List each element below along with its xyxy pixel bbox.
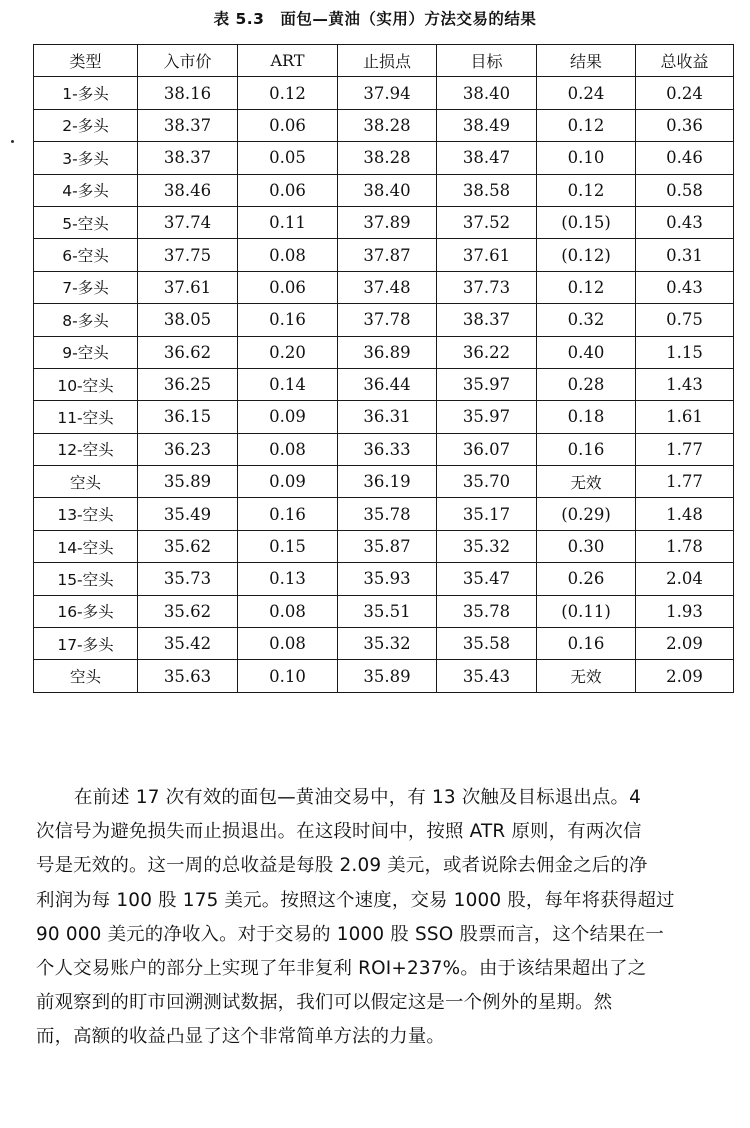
cell-entry-price: 37.75	[138, 239, 238, 271]
cell-art: 0.09	[238, 401, 338, 433]
cell-type: 5-空头	[34, 206, 138, 238]
cell-art: 0.08	[238, 595, 338, 627]
cell-stop-loss: 37.94	[338, 77, 437, 109]
cell-total-gain: 0.75	[636, 304, 734, 336]
cell-result: 0.18	[537, 401, 636, 433]
cell-target: 36.22	[437, 336, 537, 368]
table-row	[34, 304, 734, 336]
paragraph-line: 号是无效的。这一周的总收益是每股 2.09 美元，或者说除去佣金之后的净	[36, 855, 648, 877]
cell-stop-loss: 38.40	[338, 174, 437, 206]
cell-type: 13-空头	[34, 498, 138, 530]
cell-art: 0.08	[238, 239, 338, 271]
paragraph-line: 在前述 17 次有效的面包—黄油交易中，有 13 次触及目标退出点。4	[74, 787, 642, 808]
table-row	[34, 271, 734, 303]
table-row	[34, 498, 734, 530]
cell-result: 0.40	[537, 336, 636, 368]
cell-type: 9-空头	[34, 336, 138, 368]
cell-art: 0.12	[238, 77, 338, 109]
cell-entry-price: 35.49	[138, 498, 238, 530]
paragraph-line: 前观察到的盯市回溯测试数据，我们可以假定这是一个例外的星期。然	[36, 992, 613, 1014]
cell-target: 35.17	[437, 498, 537, 530]
cell-total-gain: 0.36	[636, 109, 734, 141]
cell-stop-loss: 36.19	[338, 466, 437, 498]
cell-art: 0.16	[238, 304, 338, 336]
cell-stop-loss: 36.31	[338, 401, 437, 433]
cell-art: 0.11	[238, 206, 338, 238]
table-row	[34, 563, 734, 595]
table-row	[34, 368, 734, 400]
cell-entry-price: 38.16	[138, 77, 238, 109]
cell-result: 0.16	[537, 433, 636, 465]
cell-target: 36.07	[437, 433, 537, 465]
cell-result: (0.11)	[537, 595, 636, 627]
table-row	[34, 628, 734, 660]
cell-entry-price: 37.61	[138, 271, 238, 303]
table-caption: 表 5.3 面包—黄油（实用）方法交易的结果	[213, 10, 537, 28]
cell-entry-price: 38.37	[138, 142, 238, 174]
cell-total-gain: 0.46	[636, 142, 734, 174]
cell-total-gain: 1.78	[636, 530, 734, 562]
column-header-result: 结果	[537, 45, 636, 77]
cell-entry-price: 35.73	[138, 563, 238, 595]
table-row	[34, 595, 734, 627]
table-row	[34, 77, 734, 109]
cell-art: 0.06	[238, 174, 338, 206]
cell-result: 0.24	[537, 77, 636, 109]
cell-target: 38.49	[437, 109, 537, 141]
column-header-target: 目标	[437, 45, 537, 77]
cell-result: 0.32	[537, 304, 636, 336]
cell-type: 16-多头	[34, 595, 138, 627]
cell-stop-loss: 35.32	[338, 628, 437, 660]
cell-target: 35.32	[437, 530, 537, 562]
cell-result: 0.26	[537, 563, 636, 595]
cell-stop-loss: 35.89	[338, 660, 437, 692]
cell-stop-loss: 37.87	[338, 239, 437, 271]
cell-result: 无效	[537, 660, 636, 692]
cell-total-gain: 1.61	[636, 401, 734, 433]
cell-stop-loss: 38.28	[338, 142, 437, 174]
table-row	[34, 530, 734, 562]
cell-type: 空头	[34, 466, 138, 498]
cell-type: 14-空头	[34, 530, 138, 562]
cell-type: 12-空头	[34, 433, 138, 465]
cell-total-gain: 2.09	[636, 628, 734, 660]
cell-art: 0.13	[238, 563, 338, 595]
cell-entry-price: 35.42	[138, 628, 238, 660]
cell-type: 6-空头	[34, 239, 138, 271]
cell-entry-price: 35.89	[138, 466, 238, 498]
table-row	[34, 142, 734, 174]
cell-total-gain: 1.15	[636, 336, 734, 368]
table-body	[34, 77, 734, 692]
cell-entry-price: 35.63	[138, 660, 238, 692]
table-row	[34, 239, 734, 271]
cell-art: 0.15	[238, 530, 338, 562]
cell-target: 35.43	[437, 660, 537, 692]
cell-entry-price: 38.05	[138, 304, 238, 336]
cell-stop-loss: 37.48	[338, 271, 437, 303]
table-row	[34, 433, 734, 465]
cell-target: 38.47	[437, 142, 537, 174]
cell-entry-price: 35.62	[138, 595, 238, 627]
cell-target: 37.73	[437, 271, 537, 303]
cell-total-gain: 0.43	[636, 271, 734, 303]
cell-result: (0.12)	[537, 239, 636, 271]
cell-target: 38.58	[437, 174, 537, 206]
cell-result: 0.28	[537, 368, 636, 400]
cell-target: 35.78	[437, 595, 537, 627]
results-table	[33, 44, 734, 693]
cell-type: 3-多头	[34, 142, 138, 174]
table-row	[34, 336, 734, 368]
table-row	[34, 660, 734, 692]
table-row	[34, 466, 734, 498]
cell-entry-price: 36.23	[138, 433, 238, 465]
cell-type: 4-多头	[34, 174, 138, 206]
margin-dot	[11, 140, 14, 143]
table-row	[34, 401, 734, 433]
cell-total-gain: 1.77	[636, 433, 734, 465]
cell-total-gain: 2.04	[636, 563, 734, 595]
cell-result: 无效	[537, 466, 636, 498]
cell-total-gain: 1.43	[636, 368, 734, 400]
cell-result: 0.30	[537, 530, 636, 562]
cell-entry-price: 36.15	[138, 401, 238, 433]
cell-target: 38.40	[437, 77, 537, 109]
cell-art: 0.05	[238, 142, 338, 174]
paragraph-line: 次信号为避免损失而止损退出。在这段时间中，按照 ATR 原则，有两次信	[36, 821, 642, 843]
cell-art: 0.06	[238, 271, 338, 303]
cell-art: 0.16	[238, 498, 338, 530]
cell-total-gain: 1.77	[636, 466, 734, 498]
cell-stop-loss: 36.33	[338, 433, 437, 465]
cell-entry-price: 36.25	[138, 368, 238, 400]
cell-target: 35.70	[437, 466, 537, 498]
cell-art: 0.20	[238, 336, 338, 368]
cell-entry-price: 36.62	[138, 336, 238, 368]
cell-entry-price: 37.74	[138, 206, 238, 238]
cell-entry-price: 38.37	[138, 109, 238, 141]
cell-type: 2-多头	[34, 109, 138, 141]
cell-target: 35.58	[437, 628, 537, 660]
column-header-art: ART	[238, 45, 338, 77]
cell-result: (0.15)	[537, 206, 636, 238]
cell-type: 空头	[34, 660, 138, 692]
column-header-type: 类型	[34, 45, 138, 77]
cell-stop-loss: 36.89	[338, 336, 437, 368]
cell-type: 10-空头	[34, 368, 138, 400]
table-row	[34, 109, 734, 141]
cell-result: 0.10	[537, 142, 636, 174]
cell-result: 0.12	[537, 174, 636, 206]
cell-target: 38.37	[437, 304, 537, 336]
cell-art: 0.08	[238, 433, 338, 465]
cell-type: 8-多头	[34, 304, 138, 336]
paragraph-line: 个人交易账户的部分上实现了年非复利 ROI+237%。由于该结果超出了之	[36, 958, 647, 980]
cell-target: 35.97	[437, 368, 537, 400]
cell-result: 0.12	[537, 271, 636, 303]
cell-result: 0.12	[537, 109, 636, 141]
cell-target: 35.47	[437, 563, 537, 595]
cell-target: 37.52	[437, 206, 537, 238]
cell-target: 35.97	[437, 401, 537, 433]
cell-stop-loss: 36.44	[338, 368, 437, 400]
cell-total-gain: 1.93	[636, 595, 734, 627]
paragraph-line: 而，高额的收益凸显了这个非常简单方法的力量。	[36, 1026, 445, 1048]
cell-art: 0.14	[238, 368, 338, 400]
paragraph-line: 90 000 美元的净收入。对于交易的 1000 股 SSO 股票而言，这个结果在一	[36, 923, 664, 945]
paragraph-line: 利润为每 100 股 175 美元。按照这个速度，交易 1000 股，每年将获得超过	[36, 889, 675, 911]
cell-type: 1-多头	[34, 77, 138, 109]
cell-entry-price: 38.46	[138, 174, 238, 206]
cell-art: 0.10	[238, 660, 338, 692]
table-header-row	[34, 45, 734, 77]
cell-entry-price: 35.62	[138, 530, 238, 562]
cell-stop-loss: 35.93	[338, 563, 437, 595]
cell-total-gain: 0.24	[636, 77, 734, 109]
cell-art: 0.08	[238, 628, 338, 660]
cell-stop-loss: 35.78	[338, 498, 437, 530]
cell-total-gain: 0.43	[636, 206, 734, 238]
cell-stop-loss: 35.51	[338, 595, 437, 627]
cell-stop-loss: 38.28	[338, 109, 437, 141]
column-header-entry-price: 入市价	[138, 45, 238, 77]
cell-target: 37.61	[437, 239, 537, 271]
column-header-stop-loss: 止损点	[338, 45, 437, 77]
cell-total-gain: 0.58	[636, 174, 734, 206]
cell-type: 7-多头	[34, 271, 138, 303]
cell-total-gain: 2.09	[636, 660, 734, 692]
cell-art: 0.06	[238, 109, 338, 141]
cell-total-gain: 1.48	[636, 498, 734, 530]
body-paragraph	[36, 781, 736, 1055]
table-row	[34, 206, 734, 238]
cell-type: 15-空头	[34, 563, 138, 595]
cell-total-gain: 0.31	[636, 239, 734, 271]
cell-stop-loss: 37.78	[338, 304, 437, 336]
column-header-total-gain: 总收益	[636, 45, 734, 77]
table-row	[34, 174, 734, 206]
cell-type: 11-空头	[34, 401, 138, 433]
cell-result: 0.16	[537, 628, 636, 660]
cell-stop-loss: 35.87	[338, 530, 437, 562]
cell-type: 17-多头	[34, 628, 138, 660]
cell-result: (0.29)	[537, 498, 636, 530]
cell-art: 0.09	[238, 466, 338, 498]
cell-stop-loss: 37.89	[338, 206, 437, 238]
